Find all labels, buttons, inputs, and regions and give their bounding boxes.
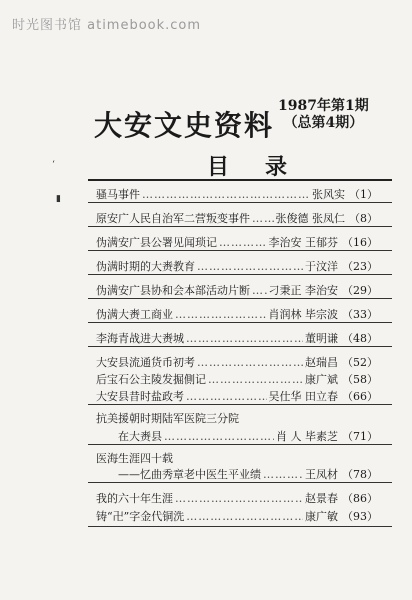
- margin-mark: ‘: [52, 160, 55, 170]
- entry-title: 伪满安广县协和会本部活动片断: [96, 284, 250, 297]
- leader-dots: [197, 356, 303, 369]
- leader-dots: [186, 510, 303, 523]
- divider: [88, 250, 392, 251]
- entry-title: 大安县昔时盐政考: [96, 390, 184, 403]
- entry-page: （58）: [342, 373, 378, 386]
- leader-dots: [252, 212, 274, 225]
- section-title: 抗美援朝时期陆军医院三分院: [96, 412, 239, 425]
- toc-entry: [96, 508, 378, 524]
- divider: [88, 202, 392, 203]
- divider: [88, 274, 392, 275]
- toc-entry: [96, 371, 378, 387]
- entry-title: 原安广人民自治军二营叛变事件: [96, 212, 250, 225]
- divider: [88, 444, 392, 445]
- divider: [88, 346, 392, 347]
- entry-author: 肖润林 毕宗波: [268, 308, 338, 321]
- leader-dots: [263, 468, 303, 481]
- entry-author: 吴仕华 田立春: [268, 390, 338, 403]
- toc-entry: [96, 210, 378, 226]
- leader-dots: [208, 373, 303, 386]
- entry-page: （66）: [342, 390, 378, 403]
- entry-page: （1）: [349, 188, 378, 201]
- issue-total: （总第4期）: [283, 115, 364, 131]
- entry-page: （71）: [342, 430, 378, 443]
- entry-author: 王凤材: [305, 468, 338, 481]
- entry-title: 我的六十年生涯: [96, 492, 173, 505]
- entry-page: （78）: [342, 468, 378, 481]
- toc-heading: 目录: [206, 154, 323, 180]
- entry-author: 康广斌: [305, 373, 338, 386]
- publication-title: 大安文史资料: [94, 109, 275, 142]
- divider: [88, 322, 392, 323]
- divider: [88, 404, 392, 405]
- issue-number: 1987年第1期: [278, 98, 369, 114]
- toc-entry: [96, 234, 378, 250]
- entry-author: 肖 人 毕素芝: [276, 430, 338, 443]
- entry-page: （23）: [342, 260, 378, 273]
- leader-dots: [186, 390, 267, 403]
- divider: [88, 179, 392, 181]
- leader-dots: [175, 492, 303, 505]
- entry-author: 董明谦: [305, 332, 338, 345]
- entry-author: 张俊德 张凤仁: [275, 212, 345, 225]
- entry-title: ——忆曲秀章老中医生平业绩: [118, 468, 261, 481]
- divider: [88, 482, 392, 483]
- toc-entry: [96, 306, 378, 322]
- divider: [88, 526, 392, 527]
- leader-dots: [175, 308, 267, 321]
- entry-title: 后宝石公主陵发掘側记: [96, 373, 206, 386]
- toc-entry: [96, 490, 378, 506]
- entry-author: 康广敏: [305, 510, 338, 523]
- entry-title: 伪满安广县公署见闻琐记: [96, 236, 217, 249]
- entry-page: （52）: [342, 356, 378, 369]
- toc-entry: [118, 428, 378, 444]
- section-title: 医海生涯四十载: [96, 452, 173, 465]
- watermark: 时光图书馆 atimebook.com: [12, 18, 202, 33]
- entry-page: （86）: [342, 492, 378, 505]
- leader-dots: [219, 236, 267, 249]
- leader-dots: [252, 284, 267, 297]
- toc-entry: [96, 354, 378, 370]
- toc-entry: [96, 186, 378, 202]
- entry-author: 赵瑞昌: [305, 356, 338, 369]
- divider: [88, 298, 392, 299]
- entry-author: 刁秉正 李治安: [268, 284, 338, 297]
- entry-page: （29）: [342, 284, 378, 297]
- entry-title: 李海青战进大赉城: [96, 332, 184, 345]
- entry-title: 伪满时期的大赉教育: [96, 260, 195, 273]
- entry-title: 骚马事件: [96, 188, 140, 201]
- toc-entry: [118, 466, 378, 482]
- entry-title: 伪满大赉工商业: [96, 308, 173, 321]
- entry-page: （8）: [349, 212, 378, 225]
- leader-dots: [142, 188, 310, 201]
- toc-entry: [96, 258, 378, 274]
- entry-author: 于汶洋: [305, 260, 338, 273]
- entry-page: （48）: [342, 332, 378, 345]
- entry-author: 张风实: [312, 188, 345, 201]
- leader-dots: [186, 332, 303, 345]
- leader-dots: [197, 260, 303, 273]
- toc-entry: [96, 388, 378, 404]
- entry-page: （33）: [342, 308, 378, 321]
- margin-mark: ▮: [56, 194, 61, 204]
- leader-dots: [164, 430, 274, 443]
- divider: [88, 226, 392, 227]
- issue-info: [278, 98, 369, 132]
- entry-author: 赵景春: [305, 492, 338, 505]
- entry-title: 铸“卍”字金代铜洗: [96, 510, 185, 523]
- toc-entry: [96, 282, 378, 298]
- toc-entry: [96, 330, 378, 346]
- entry-title: 在大赉县: [118, 430, 162, 443]
- entry-page: （93）: [342, 510, 378, 523]
- entry-author: 李治安 王郁芬: [268, 236, 338, 249]
- entry-page: （16）: [342, 236, 378, 249]
- entry-title: 大安县流通货币初考: [96, 356, 195, 369]
